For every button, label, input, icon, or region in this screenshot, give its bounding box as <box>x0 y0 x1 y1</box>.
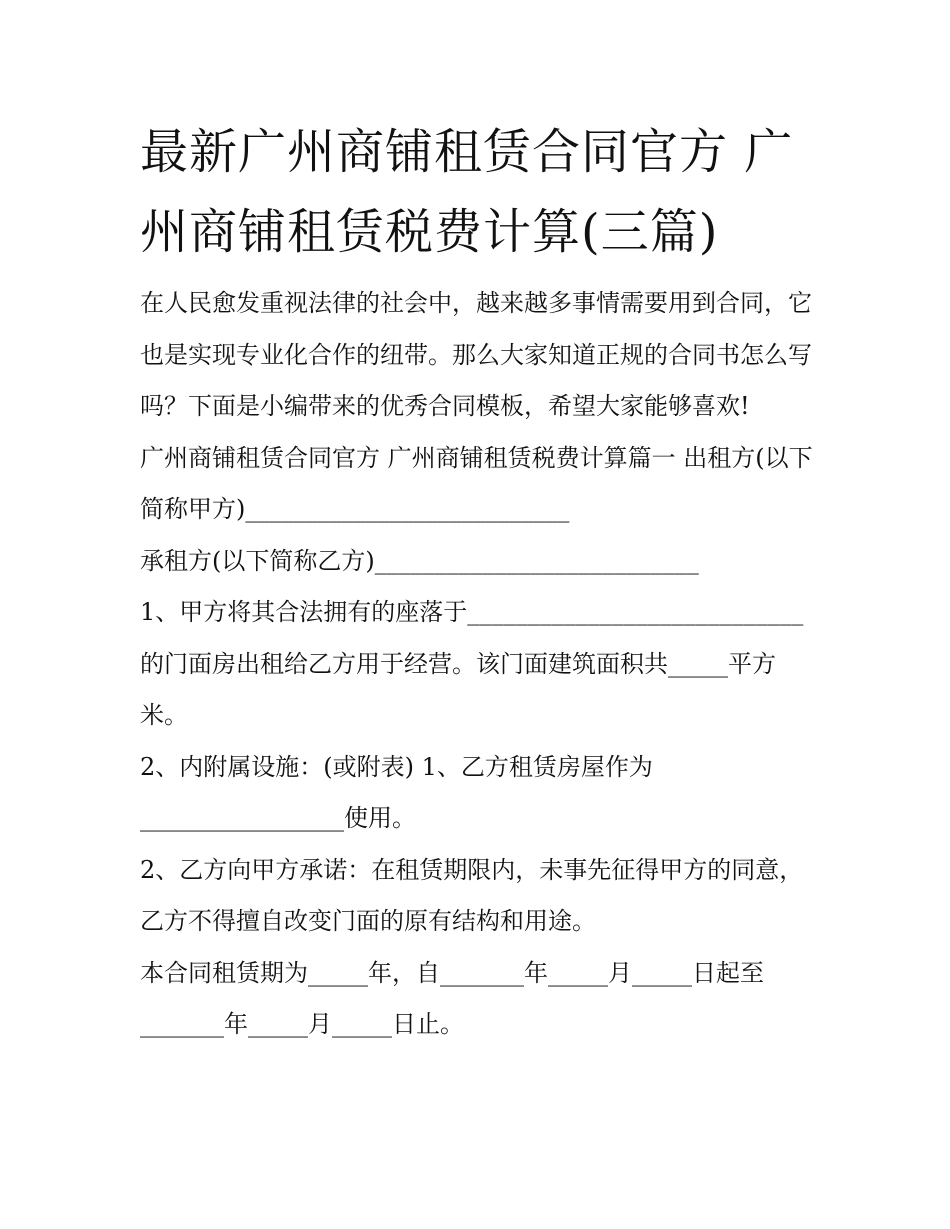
lessor-paragraph: 广州商铺租赁合同官方 广州商铺租赁税费计算篇一 出租方(以下简称甲方)___________________________ <box>140 443 813 523</box>
document-body <box>140 278 820 1051</box>
clause-1-paragraph: 1、甲方将其合法拥有的座落于____________________________的门面房出租给乙方用于经营。该门面建筑面积共_____平方米。 <box>140 598 804 729</box>
clause-2-facilities-paragraph: 2、内附属设施：(或附表) 1、乙方租赁房屋作为_________________使用。 <box>140 752 653 832</box>
clause-2-commitment-paragraph: 2、乙方向甲方承诺：在租赁期限内，未事先征得甲方的同意，乙方不得擅自改变门面的原有结构和用途。 <box>140 855 804 935</box>
lessee-paragraph: 承租方(以下简称乙方)___________________________ <box>140 546 699 575</box>
document-page <box>140 112 820 1051</box>
lease-term-paragraph: 本合同租赁期为_____年，自_______年_____月_____日起至_______年_____月_____日止。 <box>140 958 764 1038</box>
intro-paragraph: 在人民愈发重视法律的社会中，越来越多事情需要用到合同，它也是实现专业化合作的纽带。那么大家知道正规的合同书怎么写吗？下面是小编带来的优秀合同模板，希望大家能够喜欢! <box>140 289 812 420</box>
document-title: 最新广州商铺租赁合同官方 广州商铺租赁税费计算(三篇) <box>140 124 794 260</box>
